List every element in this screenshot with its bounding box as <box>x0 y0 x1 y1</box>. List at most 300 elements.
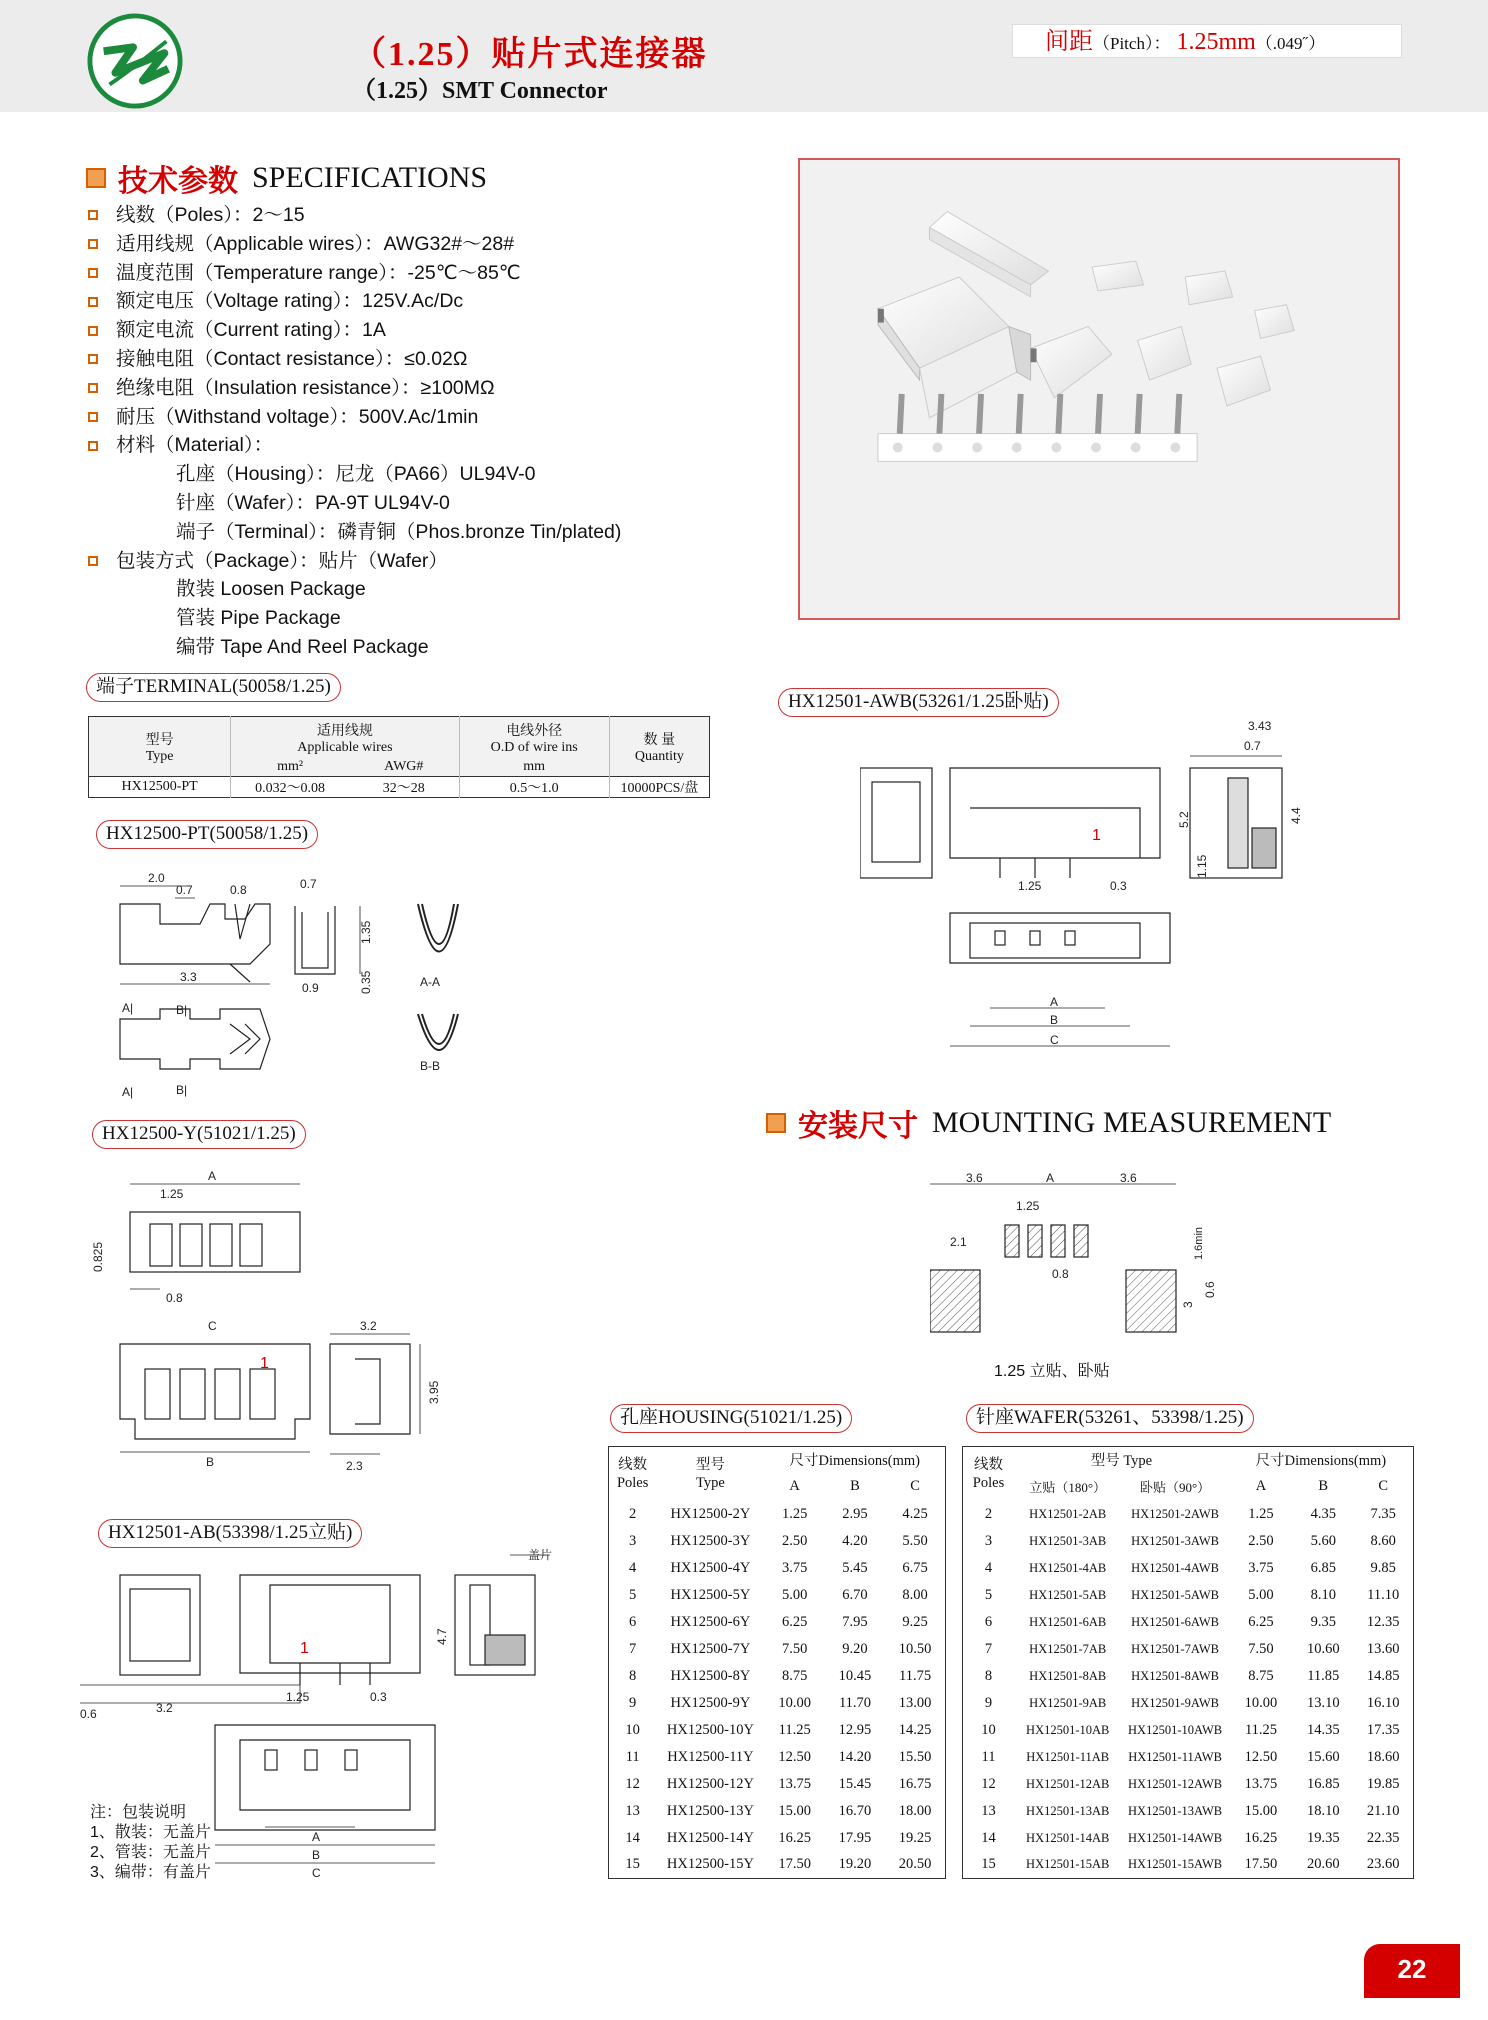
dim-label: 0.8 <box>1052 1267 1069 1281</box>
dim-label: A <box>312 1830 321 1844</box>
ab-tag: HX12501-AB(53398/1.25立贴) <box>98 1519 362 1548</box>
dim-label: 2.3 <box>346 1459 363 1473</box>
table-row <box>963 1501 1414 1528</box>
table-cell: 18.10 <box>1306 1802 1340 1819</box>
table-row: HX12500-PT 0.032～0.08 32～28 0.5～1.0 10000PCS/盘 <box>89 777 710 798</box>
table-cell: 12 <box>625 1775 640 1792</box>
col-qty: 数 量 Quantity <box>634 732 684 764</box>
table-cell: 20.60 <box>1306 1856 1340 1873</box>
table-cell: HX12501-14AWB <box>1128 1830 1223 1845</box>
dim-label: 4.4 <box>1289 807 1303 824</box>
table-cell: HX12500-12Y <box>666 1775 754 1792</box>
note-item: 3、编带：有盖片 <box>90 1864 211 1881</box>
table-cell: 5.45 <box>842 1559 868 1576</box>
table-cell: HX12501-10AWB <box>1128 1722 1223 1737</box>
table-cell: 13.00 <box>898 1694 932 1711</box>
table-row <box>963 1555 1414 1582</box>
dim-label: B <box>1050 1013 1059 1027</box>
dim-label: 5.2 <box>1177 811 1191 828</box>
table-row <box>609 1501 946 1528</box>
table-cell: HX12500-2Y <box>670 1505 751 1522</box>
pitch-inch: （.049˝） <box>1255 34 1326 53</box>
table-cell: HX12500-14Y <box>666 1829 754 1846</box>
table-cell: 15 <box>625 1856 640 1873</box>
dim-label: 0.7 <box>176 883 193 897</box>
dim-label: 3.6 <box>1120 1171 1137 1185</box>
dim-label: 1.25 <box>1018 879 1042 893</box>
spec-list <box>88 201 748 662</box>
table-cell: 9.25 <box>902 1613 928 1630</box>
table-cell: 13.60 <box>1366 1640 1400 1657</box>
table-row <box>609 1771 946 1798</box>
table-cell: HX12501-12AWB <box>1128 1776 1223 1791</box>
table-cell: 14.20 <box>838 1748 872 1765</box>
dim-label: 1.15 <box>1195 854 1209 878</box>
table-cell: 6.70 <box>842 1586 868 1603</box>
table-cell: 3.75 <box>781 1559 808 1576</box>
spec-heading-en: SPECIFICATIONS <box>252 161 488 194</box>
product-photo <box>798 158 1400 620</box>
table-cell: 22.35 <box>1366 1829 1400 1846</box>
dim-label: C <box>208 1319 217 1333</box>
mounting-caption: 1.25 立贴、卧贴 <box>994 1363 1110 1380</box>
table-cell: 1.25 <box>781 1505 808 1522</box>
dim-label: 3.43 <box>1248 719 1272 733</box>
table-cell: HX12501-2AWB <box>1131 1506 1220 1521</box>
table-cell: HX12500-8Y <box>670 1667 751 1684</box>
table-cell: 8.10 <box>1310 1586 1336 1603</box>
table-cell: HX12501-4AB <box>1029 1560 1107 1575</box>
spec-item: 接触电阻（Contact resistance）：≤0.02Ω <box>88 345 748 374</box>
table-cell: 5.50 <box>902 1532 928 1549</box>
spec-heading-cn: 技术参数 <box>118 165 238 198</box>
dim-label: 3.6 <box>966 1171 983 1185</box>
table-row <box>609 1636 946 1663</box>
table-row <box>963 1717 1414 1744</box>
table-cell: 4.25 <box>902 1505 928 1522</box>
dim-label: 1.6min <box>1193 1226 1205 1260</box>
dim-label: A| <box>122 1085 134 1099</box>
page-title-en: （1.25）SMT Connector <box>352 78 608 104</box>
table-cell: 12.50 <box>1244 1748 1278 1765</box>
table-cell: HX12501-3AB <box>1029 1533 1107 1548</box>
table-cell: 14 <box>981 1829 996 1846</box>
table-cell: HX12501-14AB <box>1026 1830 1110 1845</box>
table-cell: 19.20 <box>838 1856 872 1873</box>
table-row <box>609 1690 946 1717</box>
pin-one-marker: 1 <box>300 1640 309 1657</box>
table-cell: 11.25 <box>778 1721 811 1738</box>
dim-label: 0.35 <box>359 970 373 994</box>
table-cell: 6.25 <box>1248 1613 1274 1630</box>
table-cell: HX12501-9AB <box>1029 1695 1107 1710</box>
mounting-drawing <box>930 1170 1230 1340</box>
dim-label: B <box>312 1848 321 1862</box>
bullet-icon <box>88 326 98 336</box>
table-cell: HX12500-7Y <box>670 1640 751 1657</box>
table-cell: 16.10 <box>1366 1694 1400 1711</box>
table-cell: 10.50 <box>898 1640 932 1657</box>
table-row <box>963 1609 1414 1636</box>
wafer-tag: 针座WAFER(53261、53398/1.25) <box>966 1404 1254 1433</box>
awb-tag: HX12501-AWB(53261/1.25卧贴) <box>778 688 1059 717</box>
spec-item: 温度范围（Temperature range）：-25℃～85℃ <box>88 259 748 288</box>
table-cell: 8 <box>629 1667 637 1684</box>
pin-one-marker: 1 <box>1092 827 1101 844</box>
table-row <box>609 1582 946 1609</box>
table-cell: HX12501-6AB <box>1029 1614 1107 1629</box>
section-label: B-B <box>420 1059 441 1073</box>
heading-square-icon <box>766 1113 786 1133</box>
dim-label: 3 <box>1181 1301 1195 1308</box>
dim-label: C <box>1050 1033 1059 1047</box>
material-item: 针座（Wafer）：PA-9T UL94V-0 <box>176 491 450 514</box>
dim-label: A <box>208 1169 217 1183</box>
table-cell: 2 <box>984 1505 993 1522</box>
table-cell: HX12501-4AWB <box>1131 1560 1220 1575</box>
table-cell: 11 <box>981 1748 996 1765</box>
page-number: 22 <box>1364 1944 1460 1998</box>
bullet-icon <box>88 412 98 422</box>
table-cell: HX12500-4Y <box>670 1559 751 1576</box>
table-cell: 10.60 <box>1306 1640 1340 1657</box>
spec-item: 额定电压（Voltage rating）：125V.Ac/Dc <box>88 287 748 316</box>
table-row <box>609 1528 946 1555</box>
awb-drawing <box>860 718 1340 1062</box>
table-cell: 11 <box>625 1748 640 1765</box>
table-cell: 11.85 <box>1307 1667 1340 1684</box>
col-od: 电线外径 O.D of wire ins <box>459 717 609 759</box>
table-cell: 11.70 <box>838 1694 872 1711</box>
table-cell: 6.25 <box>781 1613 808 1630</box>
dim-label: 0.8 <box>230 883 247 897</box>
table-row <box>609 1825 946 1852</box>
dim-label: 0.9 <box>302 981 319 995</box>
table-cell: 11.25 <box>1244 1721 1278 1738</box>
table-cell: 3 <box>629 1532 637 1549</box>
table-cell: 4 <box>984 1559 993 1576</box>
table-cell: 5.60 <box>1310 1532 1336 1549</box>
table-cell: 21.10 <box>1366 1802 1400 1819</box>
wafer-photo-small <box>1031 327 1271 406</box>
pt-drawing <box>100 864 500 1104</box>
table-cell: 7.35 <box>1370 1505 1396 1522</box>
section-label: A-A <box>420 975 441 989</box>
table-cell: HX12501-15AB <box>1026 1857 1110 1872</box>
table-cell: 13.75 <box>1244 1775 1278 1792</box>
bullet-icon <box>88 297 98 307</box>
table-cell: 17.95 <box>838 1829 872 1846</box>
dim-label: 0.3 <box>370 1690 387 1704</box>
dim-label: 0.6 <box>1203 1281 1217 1298</box>
dim-label: 0.7 <box>300 877 317 891</box>
table-cell: 2 <box>629 1505 637 1522</box>
dim-label: B| <box>176 1003 188 1017</box>
table-cell: 9 <box>984 1694 993 1711</box>
dim-label: 0.8 <box>166 1291 183 1305</box>
mounting-heading-en: MOUNTING MEASUREMENT <box>932 1106 1332 1139</box>
table-cell: HX12500-15Y <box>666 1856 754 1873</box>
mounting-heading-cn: 安装尺寸 <box>798 1110 918 1143</box>
dim-label: A <box>1050 995 1059 1009</box>
table-cell: 14.85 <box>1366 1667 1400 1684</box>
table-cell: 2.50 <box>1248 1532 1274 1549</box>
table-cell: 8.75 <box>1248 1667 1274 1684</box>
table-cell: 14.25 <box>898 1721 932 1738</box>
col-poles: 线数 Poles <box>616 1456 649 1491</box>
table-cell: HX12501-10AB <box>1026 1722 1110 1737</box>
bullet-icon <box>88 354 98 364</box>
table-cell: 8.75 <box>781 1667 808 1684</box>
table-cell: 18.00 <box>898 1802 932 1819</box>
table-cell: 17.50 <box>778 1856 811 1873</box>
spec-item: 适用线规（Applicable wires）：AWG32#～28# <box>88 230 748 259</box>
table-cell: 14.35 <box>1306 1721 1340 1738</box>
dim-label: 0.3 <box>1110 879 1127 893</box>
pitch-box <box>1012 24 1402 58</box>
table-cell: 12.95 <box>838 1721 872 1738</box>
table-cell: HX12501-8AWB <box>1131 1668 1220 1683</box>
spec-item: 耐压（Withstand voltage）：500V.Ac/1min <box>88 403 748 432</box>
table-cell: 19.25 <box>898 1829 932 1846</box>
table-cell: 13.75 <box>778 1775 811 1792</box>
table-cell: 7.95 <box>842 1613 868 1630</box>
dim-label: 1.25 <box>286 1690 310 1704</box>
table-cell: HX12501-8AB <box>1029 1668 1107 1683</box>
dim-label: 1.35 <box>359 920 373 944</box>
pitch-value: 1.25mm <box>1176 29 1256 55</box>
dim-label: 0.825 <box>91 1241 105 1272</box>
housing-tag: 孔座HOUSING(51021/1.25) <box>610 1404 852 1433</box>
table-cell: 2.50 <box>781 1532 808 1549</box>
bullet-icon <box>88 556 98 566</box>
table-row <box>963 1582 1414 1609</box>
table-cell: HX12501-7AB <box>1029 1641 1107 1656</box>
table-cell: 19.35 <box>1306 1829 1340 1846</box>
note-item: 1、散装：无盖片 <box>90 1824 211 1841</box>
wafer-table: 线数 Poles 型号 Type 尺寸Dimensions(mm) 立贴（180°） 卧贴（90°） A B C 2 HX12501-2AB HX12501-2AWB 1.25 4.35 7.35 3 HX12501-3AB HX12501-3AWB 2.50 5.60 8.60 4 HX12501-4AB HX12501-4AWB 3.75 6.85 9.85 5 HX12501-5AB HX12501-5AWB 5.00 8.10 11.10 6 HX12501-6AB HX12501-6AWB 6.25 9.35 12.35 7 HX12501-7AB HX12501-7AWB 7.50 10.60 13.60 8 HX12501-8AB HX12501-8AWB 8.75 11.85 14.85 9 HX12501-9AB HX12501-9AWB 10.00 13.10 16.10 10 HX12501-10AB HX12501-10AWB 11.25 14.35 17.35 11 HX12501-11AB HX12501-11AWB 12.50 15.60 18.60 12 HX12501-12AB HX12501-12AWB 13.75 16.85 19.85 13 HX12501-13AB HX12501-13AWB 15.00 18.10 21.10 14 HX12501-14AB HX12501-14AWB 16.25 19.35 22.35 15 HX12501-15AB HX12501-15AWB 17.50 20.60 23.60 <box>962 1446 1414 1879</box>
table-cell: HX12501-9AWB <box>1131 1695 1220 1710</box>
bullet-icon <box>88 441 98 451</box>
table-cell: 5 <box>629 1586 637 1603</box>
page-title-cn: （1.25）贴片式连接器 <box>352 36 708 73</box>
material-item: 端子（Terminal）：磷青铜（Phos.bronze Tin/plated) <box>176 520 622 543</box>
table-cell: 23.60 <box>1366 1856 1400 1873</box>
table-cell: HX12501-5AB <box>1029 1587 1107 1602</box>
table-cell: HX12500-3Y <box>670 1532 751 1549</box>
table-cell: 7 <box>984 1640 993 1657</box>
table-cell: 5 <box>984 1586 993 1603</box>
table-cell: HX12501-13AWB <box>1128 1803 1223 1818</box>
table-row <box>963 1663 1414 1690</box>
table-row <box>609 1798 946 1825</box>
spec-heading <box>86 156 487 200</box>
table-cell: 15.00 <box>1244 1802 1278 1819</box>
table-cell: HX12501-12AB <box>1026 1776 1110 1791</box>
table-cell: 7 <box>629 1640 637 1657</box>
col-type: 型号 Type <box>695 1456 725 1491</box>
terminal-strip-photo <box>878 394 1197 461</box>
table-cell: 16.70 <box>838 1802 872 1819</box>
table-row <box>963 1798 1414 1825</box>
table-cell: 6 <box>629 1613 637 1630</box>
dim-label: 3.2 <box>156 1701 173 1715</box>
table-cell: HX12501-11AWB <box>1128 1749 1222 1764</box>
table-row <box>609 1609 946 1636</box>
table-cell: HX12501-13AB <box>1026 1803 1110 1818</box>
table-cell: 12 <box>981 1775 996 1792</box>
table-cell: 16.25 <box>778 1829 811 1846</box>
table-row <box>963 1636 1414 1663</box>
y-tag: HX12500-Y(51021/1.25) <box>92 1120 306 1149</box>
table-cell: HX12500-11Y <box>667 1748 754 1765</box>
pt-tag: HX12500-PT(50058/1.25) <box>96 820 318 849</box>
spec-item: 额定电流（Current rating）：1A <box>88 316 748 345</box>
table-cell: 12.50 <box>778 1748 811 1765</box>
package-item: 散装 Loosen Package <box>176 578 366 601</box>
dim-label: A <box>1046 1171 1055 1185</box>
package-item: 管装 Pipe Package <box>176 607 341 630</box>
table-cell: 1.25 <box>1248 1505 1274 1522</box>
dim-label: 3.3 <box>180 970 197 984</box>
table-cell: 3 <box>984 1532 993 1549</box>
table-cell: HX12500-10Y <box>666 1721 754 1738</box>
table-cell: HX12500-13Y <box>666 1802 754 1819</box>
table-cell: HX12501-15AWB <box>1128 1857 1223 1872</box>
table-cell: 16.85 <box>1306 1775 1340 1792</box>
table-cell: 13 <box>625 1802 640 1819</box>
col-poles: 线数 Poles <box>972 1456 1005 1491</box>
dim-label: 4.7 <box>435 1628 449 1645</box>
pitch-cn: 间距 <box>1045 29 1093 55</box>
table-cell: HX12501-6AWB <box>1131 1614 1220 1629</box>
table-row <box>963 1690 1414 1717</box>
dim-label: 2.0 <box>148 871 165 885</box>
table-row <box>963 1852 1414 1879</box>
bullet-icon <box>88 210 98 220</box>
dim-label: 0.7 <box>1244 739 1261 753</box>
table-row <box>963 1528 1414 1555</box>
table-cell: 6.85 <box>1310 1559 1336 1576</box>
dim-label: B <box>206 1455 215 1469</box>
dim-label: C <box>312 1866 321 1880</box>
table-cell: 8.00 <box>902 1586 928 1603</box>
table-cell: 4 <box>629 1559 637 1576</box>
dim-label: A| <box>122 1001 134 1015</box>
table-cell: 9.20 <box>842 1640 868 1657</box>
table-cell: 10.00 <box>778 1694 811 1711</box>
table-cell: 9 <box>629 1694 637 1711</box>
table-cell: 7.50 <box>781 1640 808 1657</box>
table-cell: 15.50 <box>898 1748 932 1765</box>
table-row <box>609 1744 946 1771</box>
table-cell: 11.75 <box>899 1667 932 1684</box>
table-row <box>609 1852 946 1879</box>
dim-label: 3.2 <box>360 1319 377 1333</box>
table-cell: 5.00 <box>1248 1586 1274 1603</box>
y-drawing <box>90 1164 490 1494</box>
table-cell: 16.25 <box>1244 1829 1278 1846</box>
table-row <box>963 1771 1414 1798</box>
table-cell: 12.35 <box>1366 1613 1400 1630</box>
table-cell: 15.00 <box>778 1802 811 1819</box>
table-cell: 9.85 <box>1370 1559 1396 1576</box>
dim-label: 1.25 <box>160 1187 184 1201</box>
table-cell: HX12501-2AB <box>1029 1506 1107 1521</box>
table-cell: 17.50 <box>1244 1856 1278 1873</box>
package-notes <box>90 1803 211 1883</box>
cover-label: 盖片 <box>528 1548 553 1562</box>
table-cell: 8 <box>984 1667 993 1684</box>
spec-item: 材料（Material）： <box>88 431 748 460</box>
table-cell: HX12501-11AB <box>1026 1749 1110 1764</box>
table-cell: 2.95 <box>842 1505 868 1522</box>
table-cell: 15 <box>981 1856 996 1873</box>
terminal-table: 型号 Type 适用线规 Applicable wires 电线外径 O.D of wire ins 数 量 Quantity mm² AWG# mm HX12500-PT 0.032～0.08 32～28 0.5～1.0 10000PCS/盘 <box>88 716 710 798</box>
col-wires: 适用线规 Applicable wires <box>231 717 459 759</box>
table-cell: 13 <box>981 1802 996 1819</box>
mounting-heading <box>766 1101 1331 1145</box>
spec-item: 线数（Poles）：2～15 <box>88 201 748 230</box>
table-row <box>963 1744 1414 1771</box>
table-cell: HX12500-9Y <box>670 1694 751 1711</box>
table-cell: 7.50 <box>1248 1640 1274 1657</box>
dim-label: B| <box>176 1083 188 1097</box>
table-row <box>609 1663 946 1690</box>
table-cell: 4.20 <box>842 1532 868 1549</box>
pitch-label: （Pitch） <box>1093 34 1154 53</box>
table-cell: 11.10 <box>1367 1586 1400 1603</box>
pitch-separator: ： <box>1153 34 1171 53</box>
housing-table: 线数 Poles 型号 Type 尺寸Dimensions(mm) A B C 2 HX12500-2Y 1.25 2.95 4.25 3 HX12500-3Y 2.50 4.20 5.50 4 HX12500-4Y 3.75 5.45 6.75 5 HX12500-5Y 5.00 6.70 8.00 6 HX12500-6Y 6.25 7.95 9.25 7 HX12500-7Y 7.50 9.20 10.50 8 HX12500-8Y 8.75 10.45 11.75 9 HX12500-9Y 10.00 11.70 13.00 10 HX12500-10Y 11.25 12.95 14.25 11 HX12500-11Y 12.50 14.20 15.50 12 HX12500-12Y 13.75 15.45 16.75 13 HX12500-13Y 15.00 16.70 18.00 14 HX12500-14Y 16.25 17.95 19.25 15 HX12500-15Y 17.50 19.20 20.50 <box>608 1446 946 1879</box>
table-cell: 20.50 <box>898 1856 932 1873</box>
table-row <box>963 1825 1414 1852</box>
dim-label: 3.95 <box>427 1380 441 1404</box>
spec-item: 绝缘电阻（Insulation resistance）：≥100MΩ <box>88 374 748 403</box>
material-item: 孔座（Housing）：尼龙（PA66）UL94V-0 <box>176 463 536 486</box>
heading-square-icon <box>86 168 106 188</box>
table-cell: 15.45 <box>838 1775 872 1792</box>
table-cell: HX12501-3AWB <box>1131 1533 1220 1548</box>
bullet-icon <box>88 383 98 393</box>
table-cell: 16.75 <box>898 1775 932 1792</box>
dim-label: 1.25 <box>1016 1199 1040 1213</box>
table-cell: HX12501-5AWB <box>1131 1587 1220 1602</box>
table-row <box>609 1717 946 1744</box>
dim-label: 2.1 <box>950 1235 967 1249</box>
table-cell: HX12500-6Y <box>670 1613 751 1630</box>
table-cell: 10.45 <box>838 1667 872 1684</box>
table-cell: 9.35 <box>1310 1613 1336 1630</box>
table-cell: HX12500-5Y <box>670 1586 751 1603</box>
table-cell: HX12501-7AWB <box>1131 1641 1220 1656</box>
note-item: 2、管装：无盖片 <box>90 1844 211 1861</box>
table-cell: 6.75 <box>902 1559 928 1576</box>
table-cell: 15.60 <box>1306 1748 1340 1765</box>
bullet-icon <box>88 239 98 249</box>
pin-one-marker: 1 <box>260 1355 269 1372</box>
table-cell: 3.75 <box>1248 1559 1274 1576</box>
table-cell: 10 <box>625 1721 640 1738</box>
table-cell: 8.60 <box>1370 1532 1396 1549</box>
dim-label: 0.6 <box>80 1707 97 1721</box>
bullet-icon <box>88 268 98 278</box>
table-cell: 14 <box>625 1829 640 1846</box>
table-cell: 19.85 <box>1366 1775 1400 1792</box>
table-cell: 13.10 <box>1306 1694 1340 1711</box>
col-type: 型号 Type <box>89 717 231 777</box>
package-item: 编带 Tape And Reel Package <box>176 635 429 658</box>
